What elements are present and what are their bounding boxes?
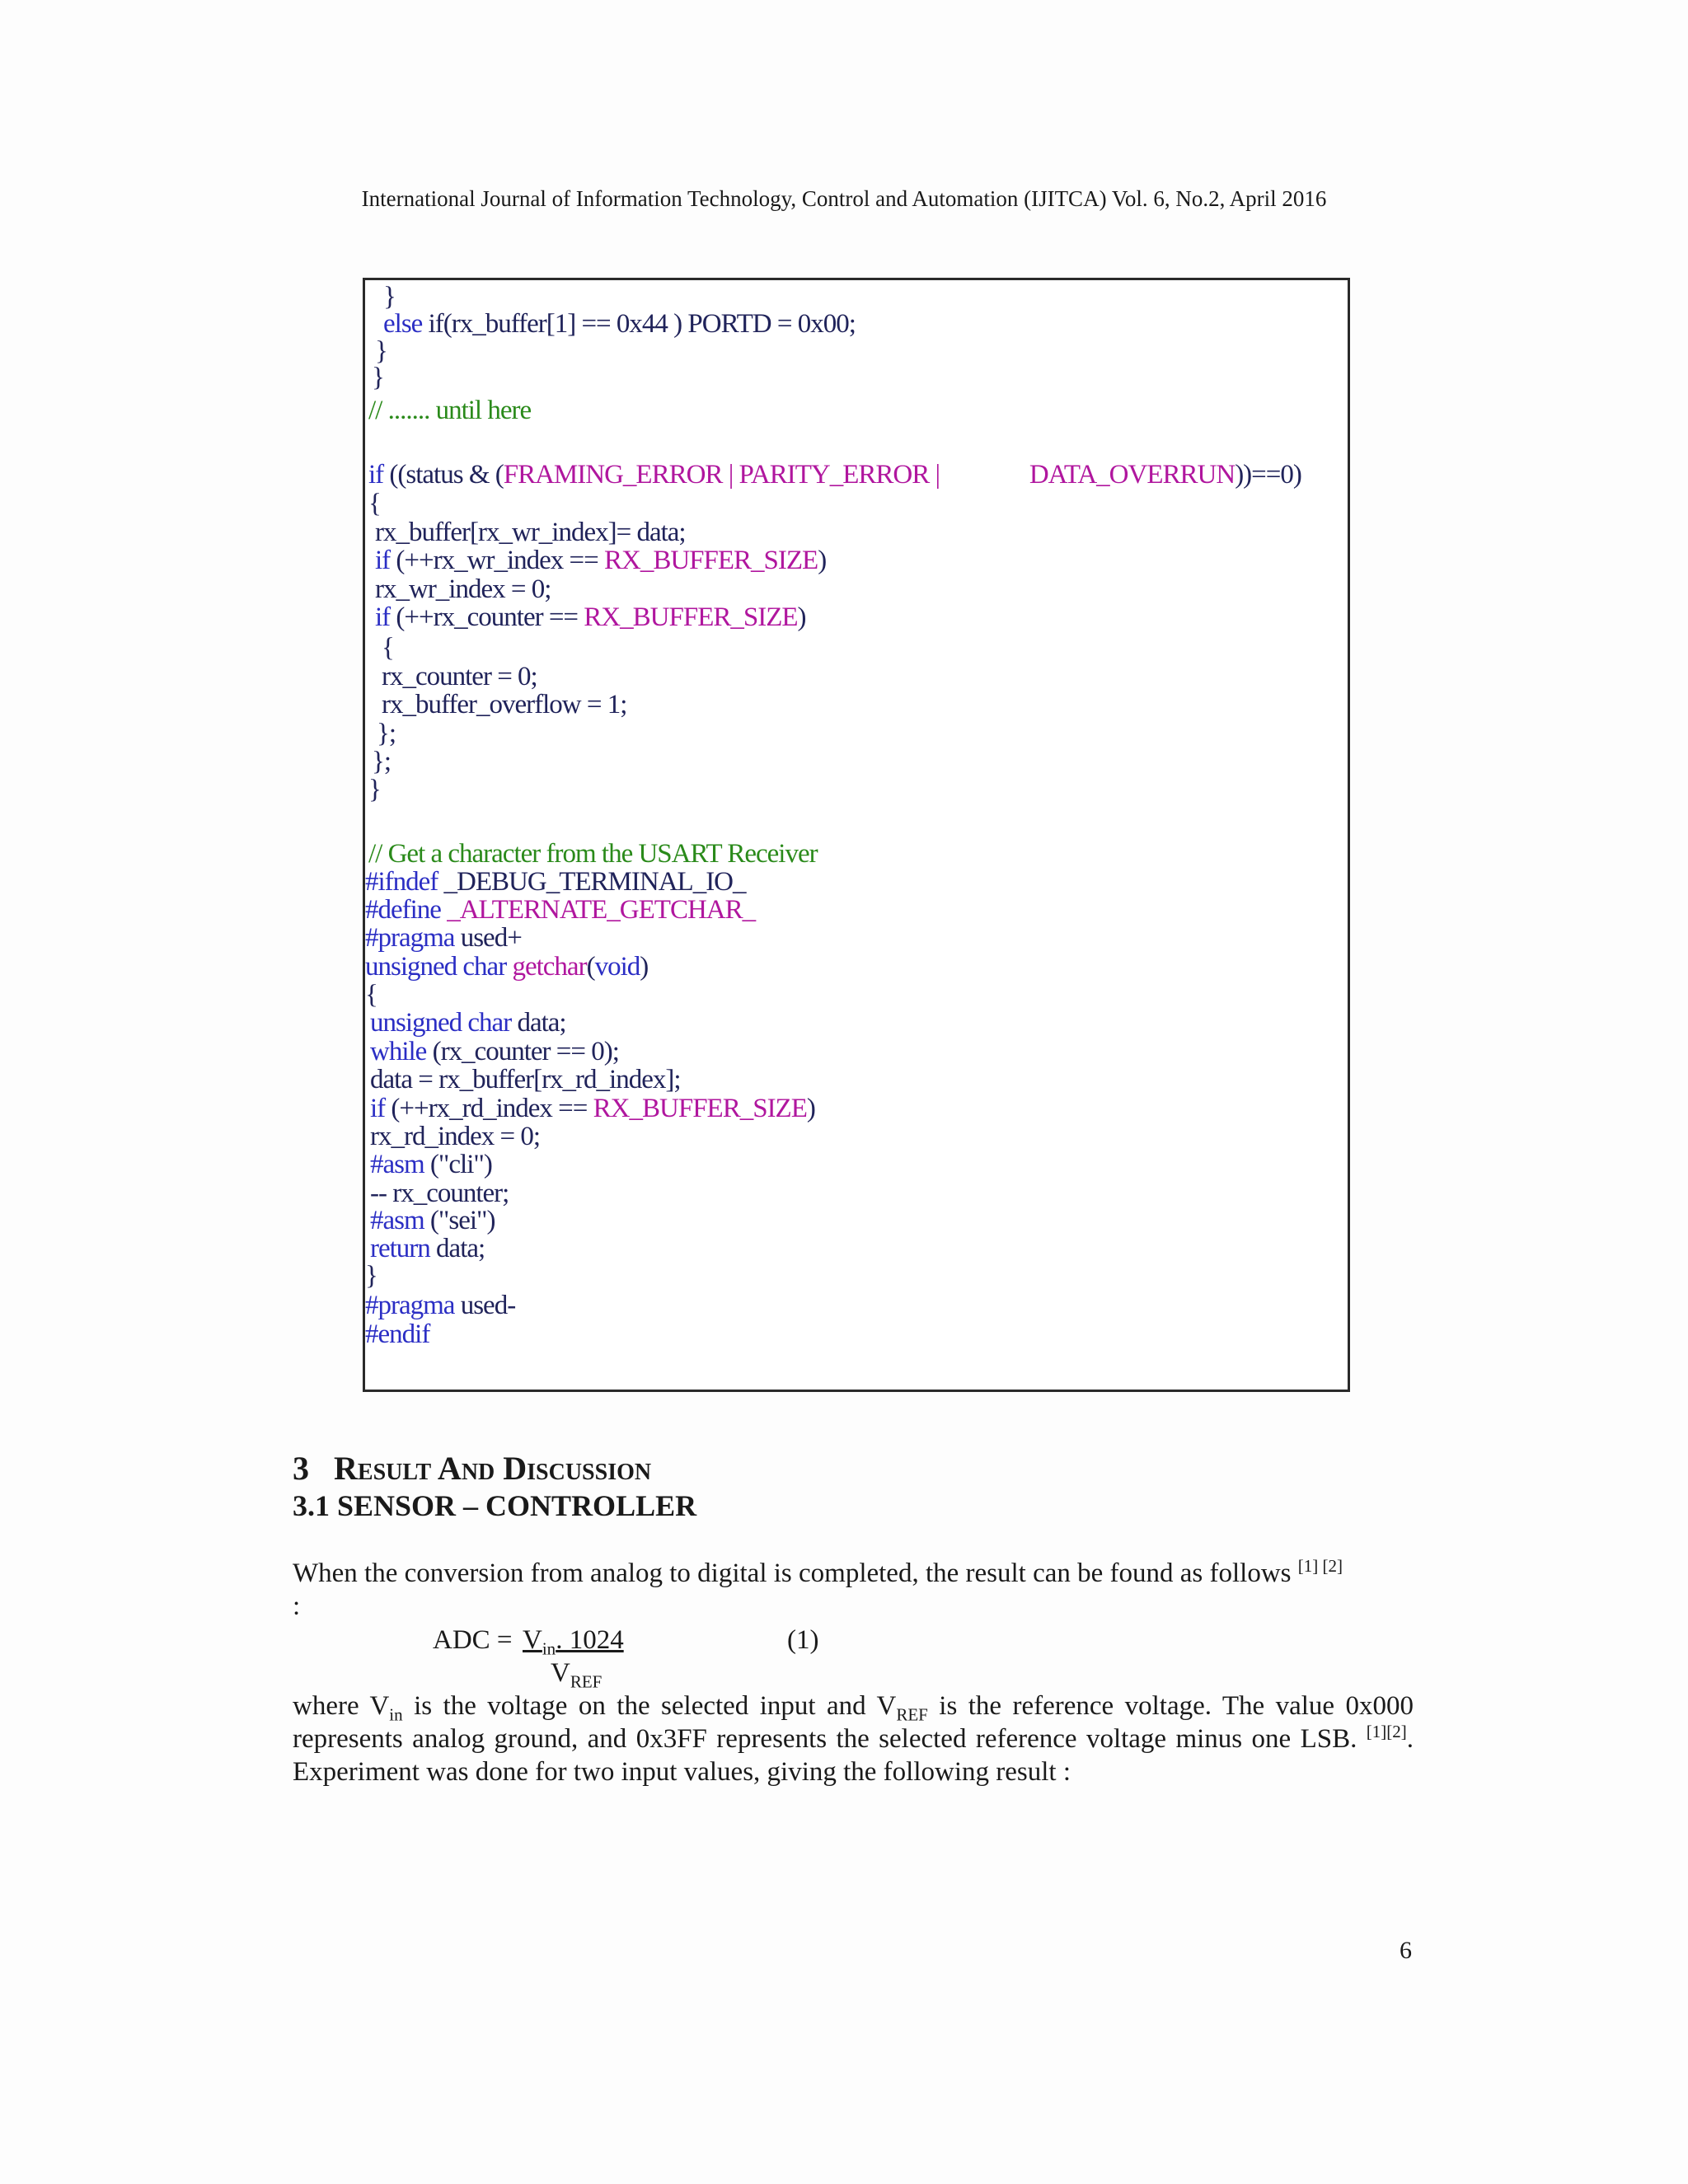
code-token: if xyxy=(375,546,391,575)
equation-number: (1) xyxy=(787,1625,819,1655)
section-number: 3 xyxy=(293,1450,309,1487)
p2-sub-ref: REF xyxy=(896,1704,928,1725)
code-token: ) xyxy=(640,952,649,982)
code-token: data = rx_buffer[rx_rd_index]; xyxy=(370,1065,681,1094)
code-line xyxy=(365,1291,515,1321)
code-line xyxy=(370,1008,566,1038)
p2-text-a: where V xyxy=(293,1691,390,1721)
code-line xyxy=(370,1179,509,1209)
code-token: void xyxy=(594,952,640,982)
code-token: else xyxy=(383,309,423,339)
code-token: used- xyxy=(454,1291,516,1320)
code-line xyxy=(365,867,746,898)
code-token: if xyxy=(370,1094,386,1123)
code-token: { xyxy=(368,489,381,518)
code-token: #ifndef xyxy=(365,867,438,897)
citation: [1][2] xyxy=(1366,1722,1407,1741)
paragraph-2 xyxy=(293,1690,1414,1788)
equation-denominator xyxy=(551,1658,603,1692)
code-token: rx_buffer_overflow = 1; xyxy=(382,690,627,719)
code-line xyxy=(370,1206,495,1236)
code-token: }; xyxy=(377,719,396,748)
code-token: } xyxy=(372,363,384,392)
code-token: _ALTERNATE_GETCHAR_ xyxy=(440,895,756,925)
code-line xyxy=(365,923,522,954)
code-token: rx_buffer[rx_wr_index]= data; xyxy=(375,518,686,547)
code-line xyxy=(365,895,755,926)
code-line xyxy=(372,747,391,777)
code-token: ((status & ( xyxy=(383,460,504,490)
code-line xyxy=(372,363,384,393)
code-token: #pragma xyxy=(365,923,455,953)
code-line xyxy=(383,282,396,312)
code-token: if xyxy=(375,602,391,632)
code-line xyxy=(368,839,818,869)
journal-header: International Journal of Information Technology, Control and Automation (IJITCA) Vol. 6, No.2, April 2016 xyxy=(361,186,1327,211)
code-token: unsigned char xyxy=(370,1008,512,1038)
code-line xyxy=(368,775,381,805)
section-heading xyxy=(293,1449,651,1488)
code-token: #asm xyxy=(370,1150,424,1179)
equation-denominator-sub: REF xyxy=(570,1671,603,1692)
paragraph-1-text: When the conversion from analog to digital is completed, the result can be found as follows xyxy=(293,1558,1292,1588)
code-token: #pragma xyxy=(365,1291,455,1320)
code-token: ) xyxy=(806,1094,815,1123)
code-token: ) xyxy=(818,546,827,575)
code-line xyxy=(368,460,1301,490)
code-token: data; xyxy=(511,1008,566,1038)
code-token: rx_wr_index = 0; xyxy=(375,574,551,604)
p2-text-d: . Experiment was done for two input values, giving the following result : xyxy=(293,1724,1414,1787)
equation-lhs: ADC = xyxy=(433,1625,513,1655)
code-token: if xyxy=(368,460,384,490)
code-token: ))==0) xyxy=(1235,460,1301,490)
code-token: RX_BUFFER_SIZE xyxy=(603,546,818,575)
code-token: #endif xyxy=(365,1319,430,1349)
equation-numerator-sub: in xyxy=(542,1638,556,1659)
code-token: (++rx_counter == xyxy=(390,602,584,632)
code-line xyxy=(383,309,856,340)
p2-sub-in: in xyxy=(389,1704,403,1725)
code-token: (rx_counter == 0); xyxy=(426,1037,619,1066)
code-token: } xyxy=(368,775,381,804)
equation-denominator-var: V xyxy=(551,1658,570,1688)
code-token: unsigned char xyxy=(365,952,507,982)
equation-numerator xyxy=(523,1625,624,1659)
code-token: } xyxy=(383,282,396,312)
code-token: ) xyxy=(797,602,806,632)
code-listing-figure xyxy=(363,278,1350,1392)
code-token: (++rx_wr_index == xyxy=(390,546,604,575)
code-line xyxy=(370,1234,485,1264)
code-token: RX_BUFFER_SIZE xyxy=(584,602,798,632)
code-line xyxy=(375,574,551,605)
citation: [1] [2] xyxy=(1297,1556,1343,1576)
code-line xyxy=(370,1150,492,1180)
code-line xyxy=(365,1319,429,1350)
code-line xyxy=(375,602,806,633)
code-line xyxy=(370,1065,681,1095)
code-token: used+ xyxy=(454,923,522,953)
code-token: return xyxy=(370,1234,430,1263)
code-token: } xyxy=(375,336,387,366)
code-line xyxy=(370,1094,815,1124)
page-number: 6 xyxy=(1400,1937,1412,1964)
code-token: }; xyxy=(372,747,392,776)
code-line xyxy=(368,396,531,426)
p2-text-c: is the reference voltage. The value 0x000 represents analog ground, and 0x3FF represents the selected reference voltage minus one LSB. xyxy=(293,1691,1414,1754)
code-token: getchar xyxy=(506,952,587,982)
code-line xyxy=(377,719,396,749)
code-token: rx_rd_index = 0; xyxy=(370,1122,541,1151)
code-line xyxy=(375,518,686,548)
equation-numerator-var: V xyxy=(523,1625,542,1655)
code-line xyxy=(365,952,648,982)
paragraph-1-colon: : xyxy=(293,1591,301,1621)
code-token: #define xyxy=(365,895,441,925)
code-line xyxy=(368,489,381,519)
paragraph-1 xyxy=(293,1557,1414,1623)
code-token: } xyxy=(365,1261,377,1291)
code-line xyxy=(370,1122,540,1152)
code-line xyxy=(375,546,826,576)
code-token: #asm xyxy=(370,1206,424,1235)
code-token: (++rx_rd_index == xyxy=(385,1094,593,1123)
code-line xyxy=(382,662,537,692)
code-line xyxy=(382,690,626,720)
code-token: ("cli") xyxy=(424,1150,492,1179)
code-token: rx_counter = 0; xyxy=(382,662,537,691)
code-line xyxy=(365,980,377,1010)
code-token: { xyxy=(365,980,377,1010)
code-token: _DEBUG_TERMINAL_IO_ xyxy=(438,867,746,897)
code-token: FRAMING_ERROR | PARITY_ERROR | DATA_OVERRUN xyxy=(503,460,1236,490)
code-token: // ....... until here xyxy=(368,396,532,425)
subsection-heading: 3.1 SENSOR – CONTROLLER xyxy=(293,1489,697,1522)
code-token: ("sei") xyxy=(424,1206,495,1235)
code-token: { xyxy=(382,633,394,663)
equation-numerator-rest: . 1024 xyxy=(556,1625,624,1655)
p2-text-b: is the voltage on the selected input and V xyxy=(402,1691,897,1721)
code-token: RX_BUFFER_SIZE xyxy=(593,1094,807,1123)
code-token: -- rx_counter; xyxy=(370,1179,509,1208)
code-token: // Get a character from the USART Receiver xyxy=(368,839,818,869)
code-line xyxy=(382,633,394,663)
code-token: while xyxy=(370,1037,427,1066)
code-token: ( xyxy=(586,952,595,982)
code-token: data; xyxy=(429,1234,485,1263)
code-token: if(rx_buffer[1] == 0x44 ) PORTD = 0x00; xyxy=(422,309,856,339)
code-line xyxy=(370,1037,619,1067)
section-title: Result And Discussion xyxy=(334,1450,652,1487)
code-line xyxy=(365,1261,377,1291)
